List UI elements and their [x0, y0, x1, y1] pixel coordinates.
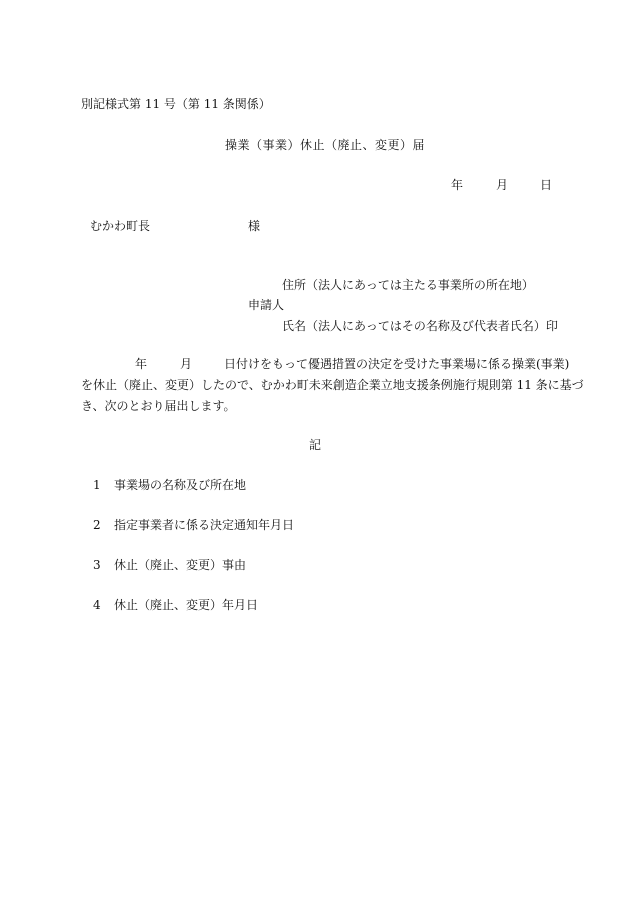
- body-line-1: 日付けをもって優遇措置の決定を受けた事業場に係る操業(事業): [224, 357, 570, 371]
- body-month-label: 月: [180, 357, 193, 371]
- addressee-name: むかわ町長: [90, 219, 151, 233]
- item-text: 事業場の名称及び所在地: [114, 478, 247, 492]
- item-number: 4: [93, 598, 101, 612]
- date-day-label: 日: [540, 178, 553, 192]
- body-line-3: き、次のとおり届出します。: [81, 399, 236, 413]
- applicant-address-label: 住所（法人にあっては主たる事業所の所在地）: [282, 278, 534, 292]
- item-number: 3: [93, 558, 101, 572]
- item-text: 指定事業者に係る決定通知年月日: [114, 518, 295, 532]
- item-text: 休止（廃止、変更）年月日: [114, 598, 259, 612]
- ki-heading: 記: [309, 438, 322, 452]
- body-line-2: を休止（廃止、変更）したので、むかわ町未来創造企業立地支援条例施行規則第 11 条に基づ: [81, 378, 584, 392]
- item-number: 2: [93, 518, 101, 532]
- applicant-role: 申請人: [248, 298, 285, 312]
- document-title: 操業（事業）休止（廃止、変更）届: [225, 138, 426, 152]
- body-year-label: 年: [135, 357, 148, 371]
- date-year-label: 年: [451, 178, 464, 192]
- date-month-label: 月: [496, 178, 509, 192]
- item-text: 休止（廃止、変更）事由: [114, 558, 247, 572]
- applicant-name-label: 氏名（法人にあってはその名称及び代表者氏名）印: [282, 319, 558, 333]
- addressee-honorific: 様: [248, 219, 261, 233]
- form-number: 別記様式第 11 号（第 11 条関係）: [81, 97, 271, 111]
- item-number: 1: [93, 478, 101, 492]
